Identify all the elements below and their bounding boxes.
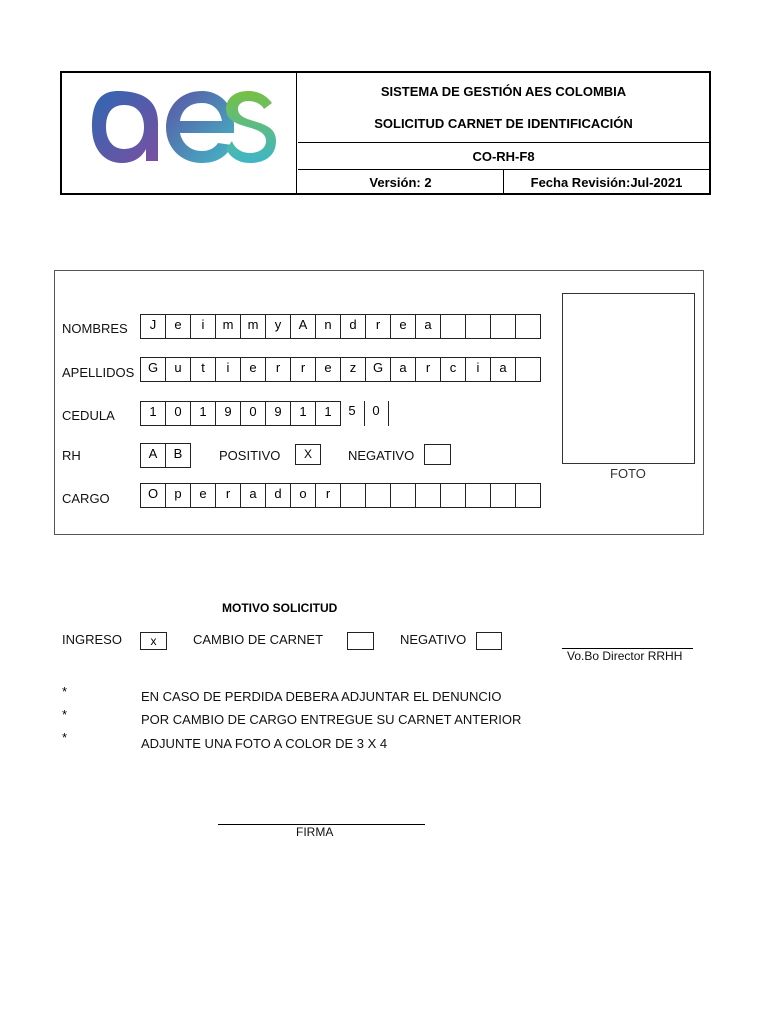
cargo-char-cell[interactable] xyxy=(340,483,366,508)
cargo-char-cell[interactable] xyxy=(515,483,541,508)
apellidos-char-cell[interactable]: a xyxy=(390,357,416,382)
form-header xyxy=(60,71,711,195)
apellidos-char-cell[interactable]: z xyxy=(340,357,366,382)
cargo-char-cell[interactable] xyxy=(490,483,516,508)
rh-char-cell[interactable]: A xyxy=(140,443,166,468)
nombres-char-cell[interactable]: r xyxy=(365,314,391,339)
form-title: SOLICITUD CARNET DE IDENTIFICACIÓN xyxy=(374,116,633,131)
nombres-char-cell[interactable]: m xyxy=(240,314,266,339)
cargo-char-cell[interactable] xyxy=(365,483,391,508)
cedula-char-cell[interactable]: 1 xyxy=(315,401,341,426)
cargo-char-cell[interactable]: O xyxy=(140,483,166,508)
note-bullet: * xyxy=(62,730,68,745)
cargo-char-cell[interactable] xyxy=(440,483,466,508)
photo-box[interactable] xyxy=(562,293,695,464)
motivo-negativo-label: NEGATIVO xyxy=(400,632,467,647)
apellidos-char-cell[interactable]: c xyxy=(440,357,466,382)
apellidos-char-cell[interactable]: u xyxy=(165,357,191,382)
nombres-char-cell[interactable]: d xyxy=(340,314,366,339)
rh-char-cell[interactable]: B xyxy=(165,443,191,468)
cargo-char-cell[interactable] xyxy=(415,483,441,508)
cedula-char-cell[interactable]: 1 xyxy=(140,401,166,426)
nombres-grid[interactable] xyxy=(140,314,540,339)
system-title: SISTEMA DE GESTIÓN AES COLOMBIA xyxy=(380,84,627,99)
revision-date-label: Fecha Revisión:Jul-2021 xyxy=(530,175,683,190)
cargo-grid[interactable] xyxy=(140,483,540,508)
note-item: POR CAMBIO DE CARGO ENTREGUE SU CARNET ANTERIOR xyxy=(141,712,522,727)
nombres-char-cell[interactable]: n xyxy=(315,314,341,339)
nombres-char-cell[interactable] xyxy=(440,314,466,339)
form-code: CO-RH-F8 xyxy=(298,143,709,170)
nombres-char-cell[interactable]: A xyxy=(290,314,316,339)
rh-label: RH xyxy=(62,448,81,463)
apellidos-grid[interactable] xyxy=(140,357,540,382)
cedula-char-cell[interactable]: 9 xyxy=(215,401,241,426)
cargo-char-cell[interactable] xyxy=(390,483,416,508)
positivo-label: POSITIVO xyxy=(219,448,281,463)
cedula-char-cell[interactable]: 9 xyxy=(265,401,291,426)
cambio-carnet-label: CAMBIO DE CARNET xyxy=(193,632,324,647)
nombres-char-cell[interactable]: a xyxy=(415,314,441,339)
apellidos-char-cell[interactable] xyxy=(515,357,541,382)
cargo-char-cell[interactable]: a xyxy=(240,483,266,508)
foto-label: FOTO xyxy=(610,466,646,481)
cambio-carnet-checkbox[interactable] xyxy=(347,632,374,650)
apellidos-char-cell[interactable]: a xyxy=(490,357,516,382)
apellidos-char-cell[interactable]: e xyxy=(240,357,266,382)
nombres-label: NOMBRES xyxy=(62,321,128,336)
nombres-char-cell[interactable] xyxy=(490,314,516,339)
negativo-checkbox[interactable] xyxy=(424,444,451,465)
apellidos-char-cell[interactable]: i xyxy=(465,357,491,382)
cargo-char-cell[interactable]: p xyxy=(165,483,191,508)
cargo-char-cell[interactable]: o xyxy=(290,483,316,508)
cedula-char-cell[interactable]: 1 xyxy=(290,401,316,426)
nombres-char-cell[interactable]: i xyxy=(190,314,216,339)
negativo-label: NEGATIVO xyxy=(348,448,415,463)
note-bullet: * xyxy=(62,684,68,699)
nombres-char-cell[interactable] xyxy=(465,314,491,339)
version-label: Versión: 2 xyxy=(298,170,504,193)
cargo-char-cell[interactable] xyxy=(465,483,491,508)
cedula-label: CEDULA xyxy=(62,408,115,423)
apellidos-char-cell[interactable]: r xyxy=(290,357,316,382)
apellidos-char-cell[interactable]: e xyxy=(315,357,341,382)
note-item: ADJUNTE UNA FOTO A COLOR DE 3 X 4 xyxy=(141,736,388,751)
logo-cell xyxy=(62,73,297,193)
firma-label: FIRMA xyxy=(296,825,334,839)
cedula-grid[interactable] xyxy=(140,401,388,426)
cedula-char-cell[interactable]: 0 xyxy=(165,401,191,426)
cedula-char-cell[interactable]: 1 xyxy=(190,401,216,426)
note-item: EN CASO DE PERDIDA DEBERA ADJUNTAR EL DENUNCIO xyxy=(141,689,502,704)
cargo-label: CARGO xyxy=(62,491,110,506)
apellidos-char-cell[interactable]: r xyxy=(265,357,291,382)
cargo-char-cell[interactable]: r xyxy=(215,483,241,508)
nombres-char-cell[interactable]: y xyxy=(265,314,291,339)
ingreso-label: INGRESO xyxy=(62,632,122,647)
vobo-label: Vo.Bo Director RRHH xyxy=(567,649,683,663)
cargo-char-cell[interactable]: d xyxy=(265,483,291,508)
nombres-char-cell[interactable]: J xyxy=(140,314,166,339)
apellidos-char-cell[interactable]: i xyxy=(215,357,241,382)
cargo-char-cell[interactable]: r xyxy=(315,483,341,508)
rh-grid[interactable] xyxy=(140,443,190,468)
header-title-cell xyxy=(298,73,709,143)
nombres-char-cell[interactable]: m xyxy=(215,314,241,339)
cedula-char-cell[interactable]: 0 xyxy=(364,401,389,426)
aes-logo xyxy=(88,87,278,177)
apellidos-char-cell[interactable]: G xyxy=(140,357,166,382)
ingreso-checkbox[interactable]: x xyxy=(140,632,167,650)
motivo-title: MOTIVO SOLICITUD xyxy=(222,601,338,615)
cargo-char-cell[interactable]: e xyxy=(190,483,216,508)
cedula-char-cell[interactable]: 0 xyxy=(240,401,266,426)
note-bullet: * xyxy=(62,707,68,722)
nombres-char-cell[interactable]: e xyxy=(165,314,191,339)
nombres-char-cell[interactable]: e xyxy=(390,314,416,339)
cedula-char-cell[interactable]: 5 xyxy=(340,401,365,426)
apellidos-label: APELLIDOS xyxy=(62,365,135,380)
motivo-negativo-checkbox[interactable] xyxy=(476,632,502,650)
positivo-checkbox[interactable]: X xyxy=(295,444,321,465)
apellidos-char-cell[interactable]: t xyxy=(190,357,216,382)
apellidos-char-cell[interactable]: r xyxy=(415,357,441,382)
nombres-char-cell[interactable] xyxy=(515,314,541,339)
apellidos-char-cell[interactable]: G xyxy=(365,357,391,382)
